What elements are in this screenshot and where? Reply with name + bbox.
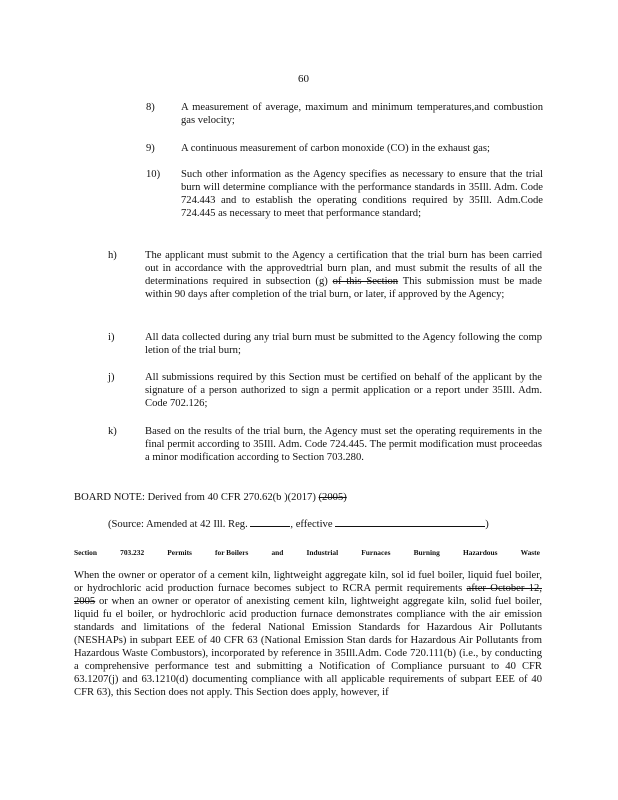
item-h-text [145,249,542,301]
section-heading-word: and [271,548,284,557]
item-k-text: Based on the results of the trial burn, the Agency must set the operating requirements in the final permit according to 35Ill. Adm. Code 724.445. The permit modification must proceedas a minor modification according to Section 703.280. [145,426,542,463]
section-heading-word: for Boilers [215,548,249,557]
source-note-suffix: ) [485,519,489,530]
item-j-label: j) [108,372,115,383]
item-8-label: 8) [146,102,155,113]
item-h-label: h) [108,250,117,261]
section-heading-word: 703.232 [120,548,145,557]
source-note [108,517,489,531]
register-blank [250,517,290,527]
board-note-struck: (2005) [318,492,347,503]
item-i-label: i) [108,332,115,343]
item-h-text-before: The applicant must submit to the Agency a certification that the trial burn has been carried out in accordance with the approvedtrial burn plan, and must submit the results of all the determinations required in subsection (g) [145,250,542,287]
item-h-struck-text: of this Section [332,276,399,287]
section-heading-word: Burning [413,548,440,557]
item-9-label: 9) [146,143,155,154]
section-heading [74,546,540,559]
item-j-text: All submissions required by this Section must be certified on behalf of the applicant by the signature of a person authorized to sign a permit application or a report under 35Ill. Adm. Code 702.126; [145,372,542,409]
body-paragraph [74,569,542,699]
section-heading-word: Section [74,548,97,557]
item-8-text: A measurement of average, maximum and minimum temperatures,and combustion gas velocity; [181,102,543,126]
source-note-prefix: (Source: Amended at 42 Ill. Reg. [108,519,248,530]
paragraph-part-2: or when an owner or operator of anexisting cement kiln, lightweight aggregate kiln, solid fuel boiler, liquid fu el boiler, or hydrochloric acid production furnace demonstrates compliance with the air emission standards and limitations of the federal National Emission Standards for Hazardous Air Pollutants (NESHAPs) in subpart EEE of 40 CFR 63 (National Emission Stan dards for Hazardous Air Pollutants from Hazardous Waste Combustors), incorporated by reference in 35Ill.Adm. Code 720.111(b) (i.e., by conducting a comprehensive performance test and submitting a Notification of Compliance pursuant to 40 CFR 63.1207(j) and 63.1210(d) documenting compliance with all applicable requirements of subpart EEE of 40 CFR 63), this Section does not apply. This Section does apply, however, if [74,596,542,698]
paragraph-part-1: When the owner or operator of a cement kiln, lightweight aggregate kiln, sol id fuel boiler, liquid fuel boiler, or hydrochloric acid production furnace becomes subject to RCRA permit requirements [74,570,542,594]
board-note [74,491,347,504]
item-10-label: 10) [146,169,161,180]
item-k-label: k) [108,426,117,437]
item-10-text: Such other information as the Agency specifies as necessary to ensure that the trial burn will determine compliance with the performance standards in 35Ill. Adm. Code 724.443 and to establish the operating conditions required by 35Ill. Adm.Code 724.445 as necessary to meet that performance standard; [181,169,543,219]
board-note-text: BOARD NOTE: Derived from 40 CFR 270.62(b )(2017) [74,492,316,503]
section-heading-word: Furnaces [361,548,391,557]
section-heading-word: Hazardous [463,548,498,557]
item-i-text: All data collected during any trial burn must be submitted to the Agency following the comp letion of the trial burn; [145,332,542,356]
item-h-text-after: This submission must be made within 90 days after completion of the trial burn, or later, if approved by the Agency; [145,276,542,300]
item-9-text: A continuous measurement of carbon monoxide (CO) in the exhaust gas; [181,143,490,154]
section-heading-word: Permits [167,548,192,557]
effective-date-blank [335,517,485,527]
source-note-middle: , effective [290,519,333,530]
page-number: 60 [298,73,309,85]
paragraph-struck-text: after October 12, 2005 [74,583,542,607]
section-heading-word: Waste [520,548,540,557]
section-heading-word: Industrial [306,548,339,557]
